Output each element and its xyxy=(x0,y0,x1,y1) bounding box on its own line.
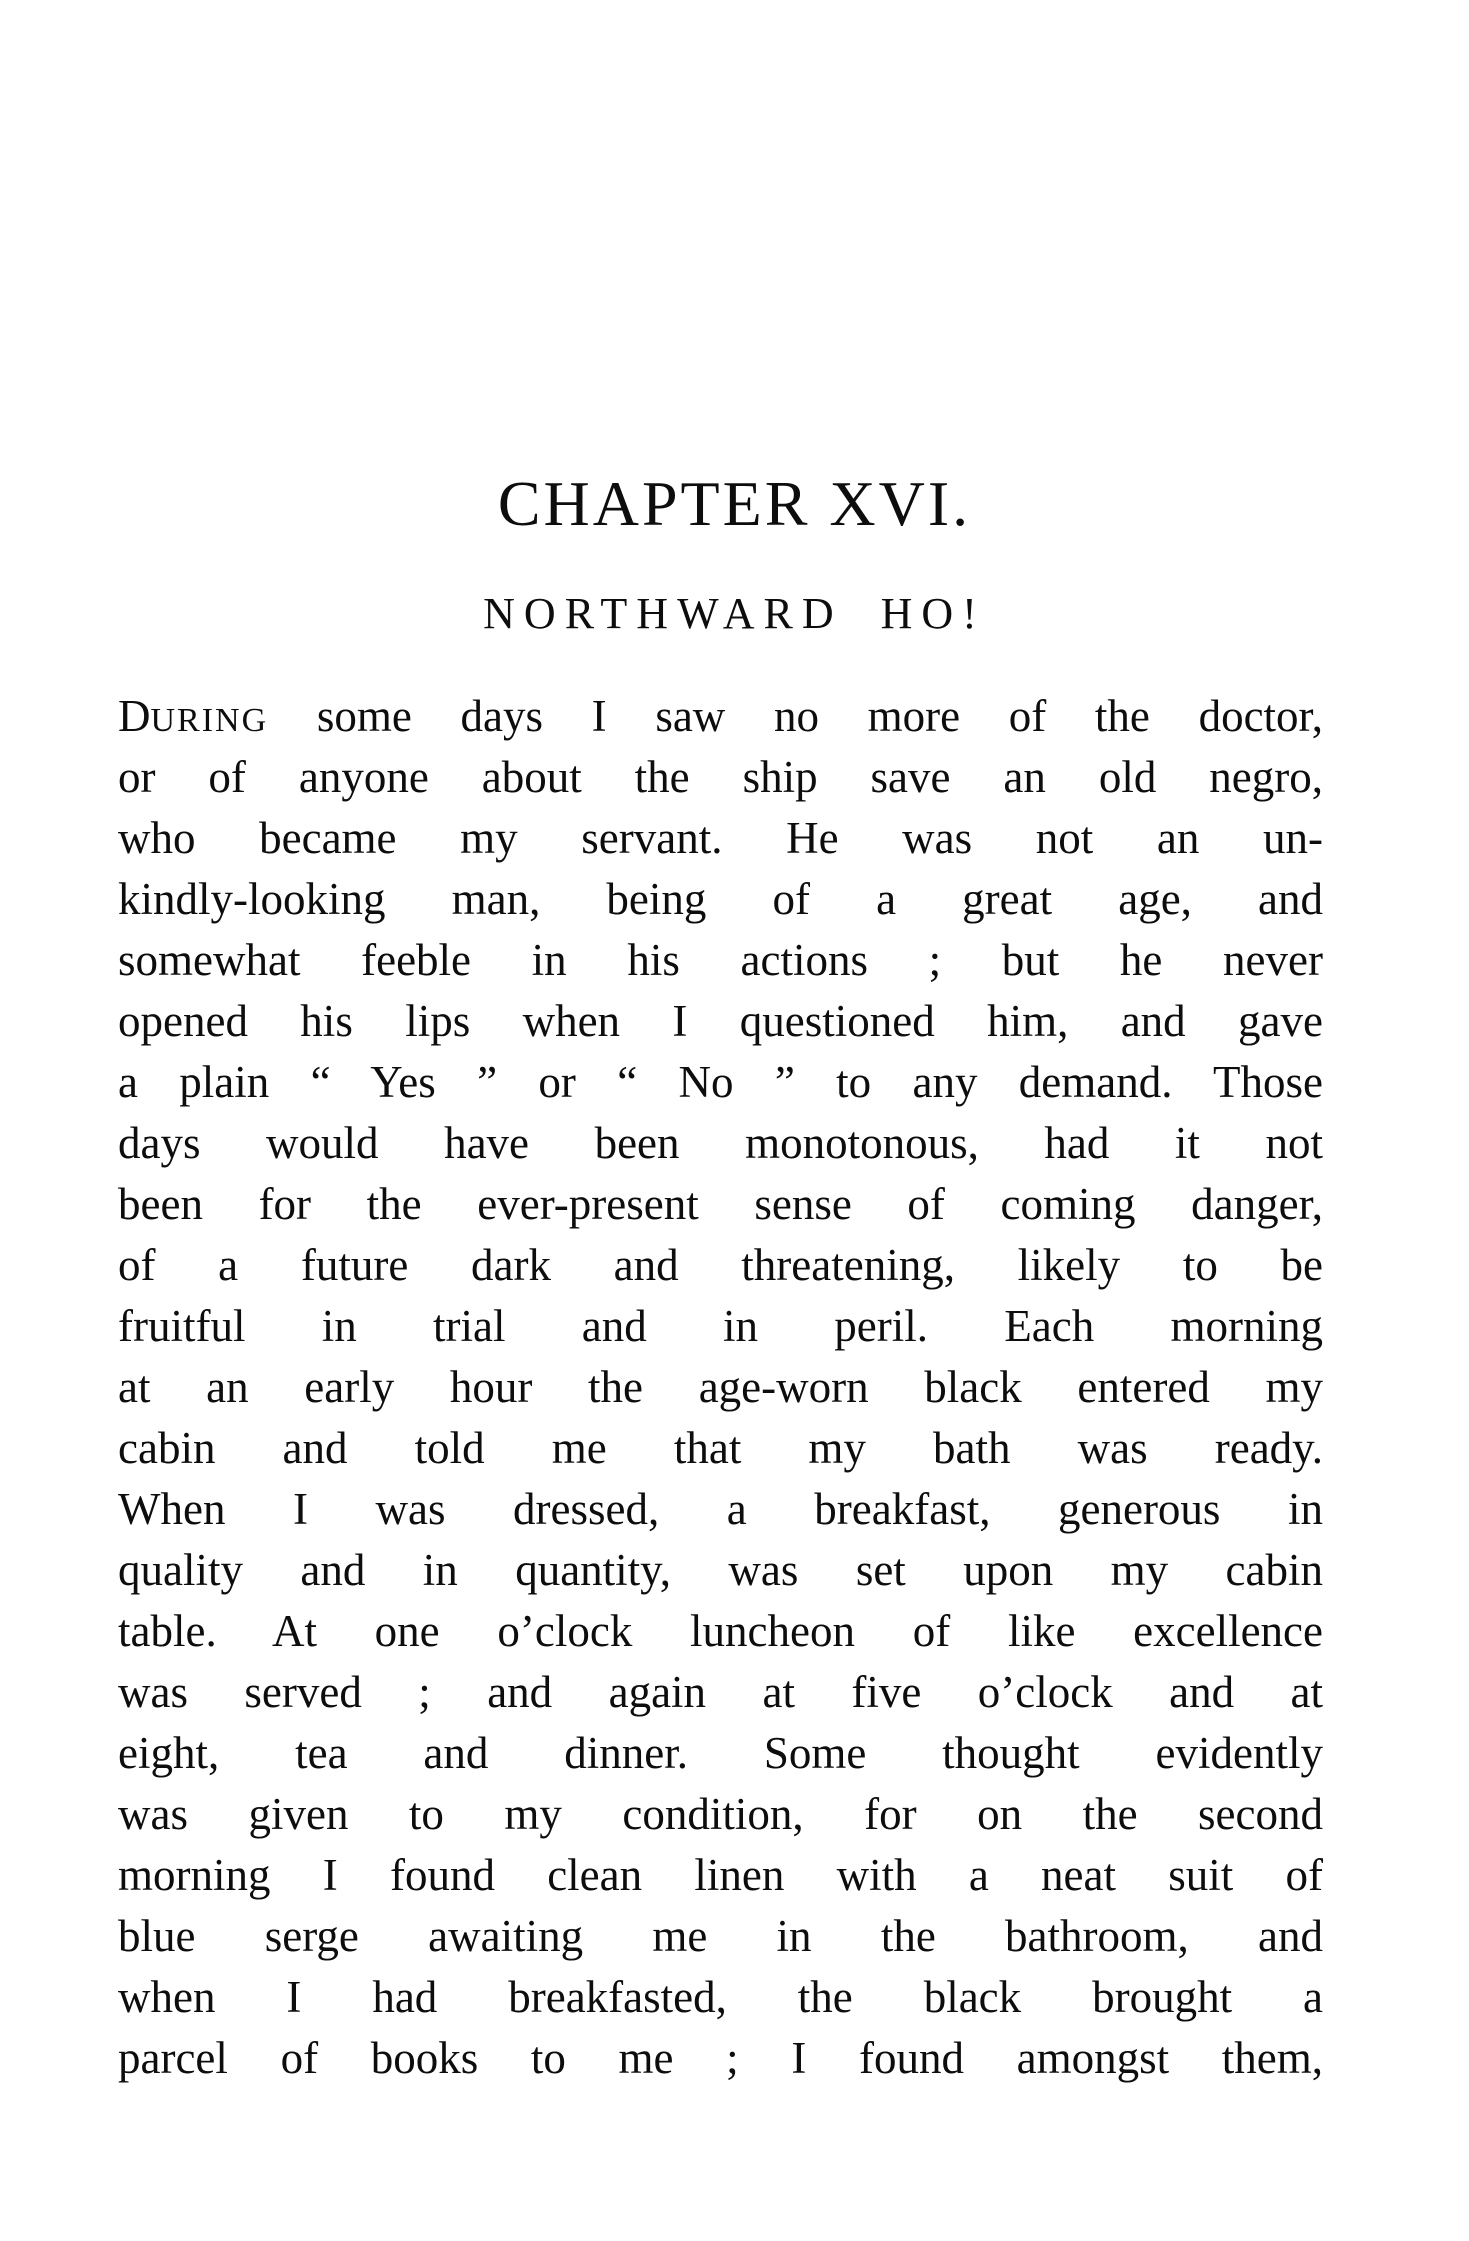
text-line: was served ; and again at five o’clock and at xyxy=(118,1667,1323,1717)
text-line: or of anyone about the ship save an old negro, xyxy=(118,752,1323,802)
text-line: parcel of books to me ; I found amongst them, xyxy=(118,2033,1323,2083)
text-line: been for the ever-present sense of coming danger, xyxy=(118,1179,1323,1229)
text-line: kindly-looking man, being of a great age, and xyxy=(118,874,1323,924)
text-line: who became my servant. He was not an un- xyxy=(118,813,1323,863)
text-line: at an early hour the age-worn black entered my xyxy=(118,1362,1323,1412)
text-line: table. At one o’clock luncheon of like excellence xyxy=(118,1606,1323,1656)
chapter-title: CHAPTER XVI. xyxy=(497,468,972,539)
first-word-initial: D xyxy=(118,691,151,741)
text-line: when I had breakfasted, the black brought a xyxy=(118,1972,1323,2022)
first-line-rest: some days I saw no more of the doctor, xyxy=(316,691,1323,741)
text-line: quality and in quantity, was set upon my cabin xyxy=(118,1545,1323,1595)
text-line: cabin and told me that my bath was ready. xyxy=(118,1423,1323,1473)
text-line: blue serge awaiting me in the bathroom, and xyxy=(118,1911,1323,1961)
text-line: morning I found clean linen with a neat suit of xyxy=(118,1850,1323,1900)
text-line: was given to my condition, for on the second xyxy=(118,1789,1323,1839)
text-line: of a future dark and threatening, likely to be xyxy=(118,1240,1323,1290)
text-line: days would have been monotonous, had it not xyxy=(118,1118,1323,1168)
chapter-subtitle: NORTHWARD HO! xyxy=(483,589,986,638)
text-line: eight, tea and dinner. Some thought evidently xyxy=(118,1728,1323,1778)
text-line: somewhat feeble in his actions ; but he never xyxy=(118,935,1323,985)
text-line: When I was dressed, a breakfast, generous in xyxy=(118,1484,1323,1534)
first-word-smallcaps: URING xyxy=(150,702,269,739)
text-line-first xyxy=(118,686,1323,747)
text-line: opened his lips when I questioned him, and gave xyxy=(118,996,1323,1046)
chapter-body-text xyxy=(118,686,1323,2089)
text-line: fruitful in trial and in peril. Each morning xyxy=(118,1301,1323,1351)
text-line: a plain “ Yes ” or “ No ” to any demand. Those xyxy=(118,1057,1323,1107)
